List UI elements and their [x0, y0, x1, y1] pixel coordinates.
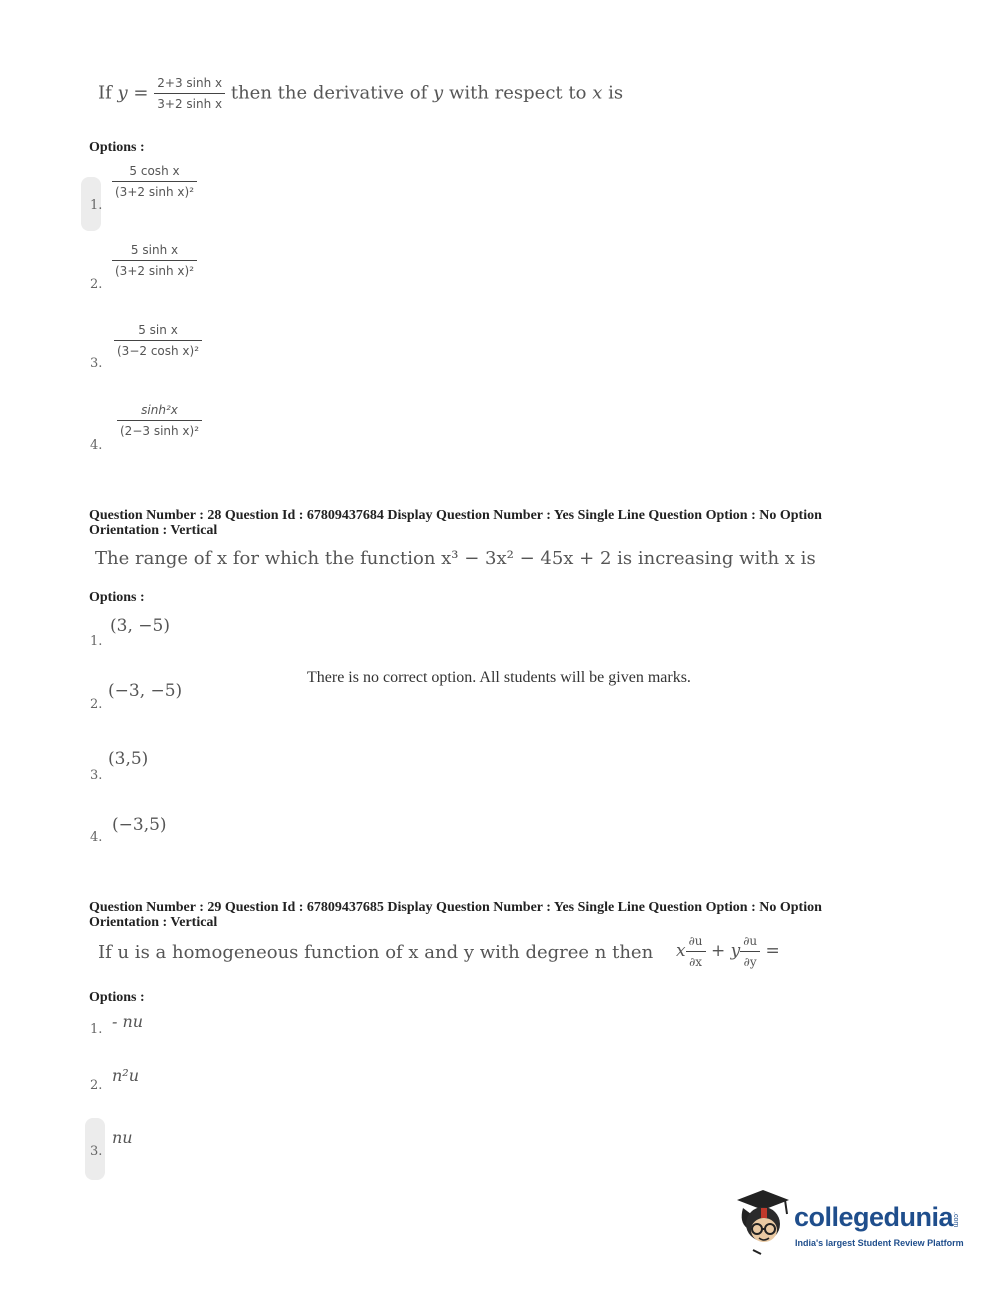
brand-name: collegedunia [794, 1202, 954, 1232]
option-number: 2. [90, 1078, 103, 1093]
option-4-fraction[interactable] [117, 403, 202, 438]
option-1-value[interactable]: - nu [112, 1012, 144, 1031]
question-28-meta [89, 508, 879, 538]
meta-line: Question Number : 29 Question Id : 67809437685 Display Question Number : Yes Single Line Question Option : No Option [89, 900, 822, 915]
equals-sign: = [133, 82, 149, 104]
option-number: 2. [90, 277, 103, 292]
options-label: Options : [89, 590, 145, 605]
stem-text: then the derivative of [230, 82, 428, 104]
partial-fraction [686, 934, 706, 969]
meta-line: Orientation : Vertical [89, 523, 218, 538]
option-2-fraction[interactable] [112, 243, 197, 278]
fraction-denominator: ∂y [743, 955, 757, 969]
variable-y: y [117, 82, 128, 104]
fraction-numerator: 2+3 sinh x [154, 76, 225, 94]
option-4-value[interactable]: (−3,5) [112, 815, 167, 835]
variable-y: y [730, 941, 741, 961]
stem-text: with respect to [448, 82, 587, 104]
plus-sign: + [710, 941, 726, 961]
question-27-stem [98, 76, 623, 111]
fraction-denominator: (3+2 sinh x)² [115, 264, 195, 278]
option-number: 1. [90, 198, 103, 213]
mascot-icon [733, 1188, 791, 1258]
fraction-numerator: ∂u [740, 934, 760, 952]
fraction-numerator: 5 sin x [114, 323, 202, 341]
variable-x: x [592, 82, 603, 104]
stem-text: If [98, 82, 112, 104]
option-3-fraction[interactable] [114, 323, 202, 358]
option-3-value[interactable]: nu [112, 1128, 133, 1147]
stem-text: If u is a homogeneous function of x and y with degree n then [98, 942, 654, 963]
variable-y: y [433, 82, 444, 104]
option-1-value[interactable]: (3, −5) [110, 616, 170, 636]
option-number: 3. [90, 768, 103, 783]
brand-tagline: India's largest Student Review Platform [795, 1238, 964, 1248]
option-2-value[interactable]: n²u [112, 1066, 140, 1085]
fraction-numerator: 5 sinh x [112, 243, 197, 261]
question-28-stem: The range of x for which the function x³ − 3x² − 45x + 2 is increasing with x is [95, 548, 816, 569]
variable-x: x [676, 941, 686, 961]
correction-note: There is no correct option. All students will be given marks. [307, 669, 691, 686]
option-2-value[interactable]: (−3, −5) [108, 681, 183, 701]
question-29-meta [89, 900, 879, 930]
fraction-numerator: sinh²x [117, 403, 202, 421]
fraction-denominator: (3−2 cosh x)² [117, 344, 200, 358]
meta-line: Question Number : 28 Question Id : 67809437684 Display Question Number : Yes Single Line Question Option : No Option [89, 508, 822, 523]
partial-fraction [740, 934, 760, 969]
option-number: 1. [90, 634, 103, 649]
option-number: 1. [90, 1022, 103, 1037]
fraction-numerator: 5 cosh x [112, 164, 197, 182]
fraction-denominator: 3+2 sinh x [157, 97, 223, 111]
question-29-stem [98, 942, 653, 963]
options-label: Options : [89, 140, 145, 155]
option-number: 3. [90, 1144, 103, 1159]
stem-text: is [608, 82, 624, 104]
collegedunia-logo [733, 1188, 965, 1262]
fraction [154, 76, 225, 111]
brand-suffix: .com [952, 1212, 959, 1228]
fraction-numerator: ∂u [686, 934, 706, 952]
option-3-value[interactable]: (3,5) [108, 749, 149, 769]
equals-sign: = [765, 941, 780, 961]
fraction-denominator: (2−3 sinh x)² [120, 424, 200, 438]
options-label: Options : [89, 990, 145, 1005]
option-number: 4. [90, 830, 103, 845]
option-number: 3. [90, 356, 103, 371]
option-1-fraction[interactable] [112, 164, 197, 199]
option-number: 2. [90, 697, 103, 712]
fraction-denominator: ∂x [689, 955, 703, 969]
fraction-denominator: (3+2 sinh x)² [115, 185, 195, 199]
partial-derivative-expression [676, 934, 780, 969]
option-number: 4. [90, 438, 103, 453]
meta-line: Orientation : Vertical [89, 915, 218, 930]
